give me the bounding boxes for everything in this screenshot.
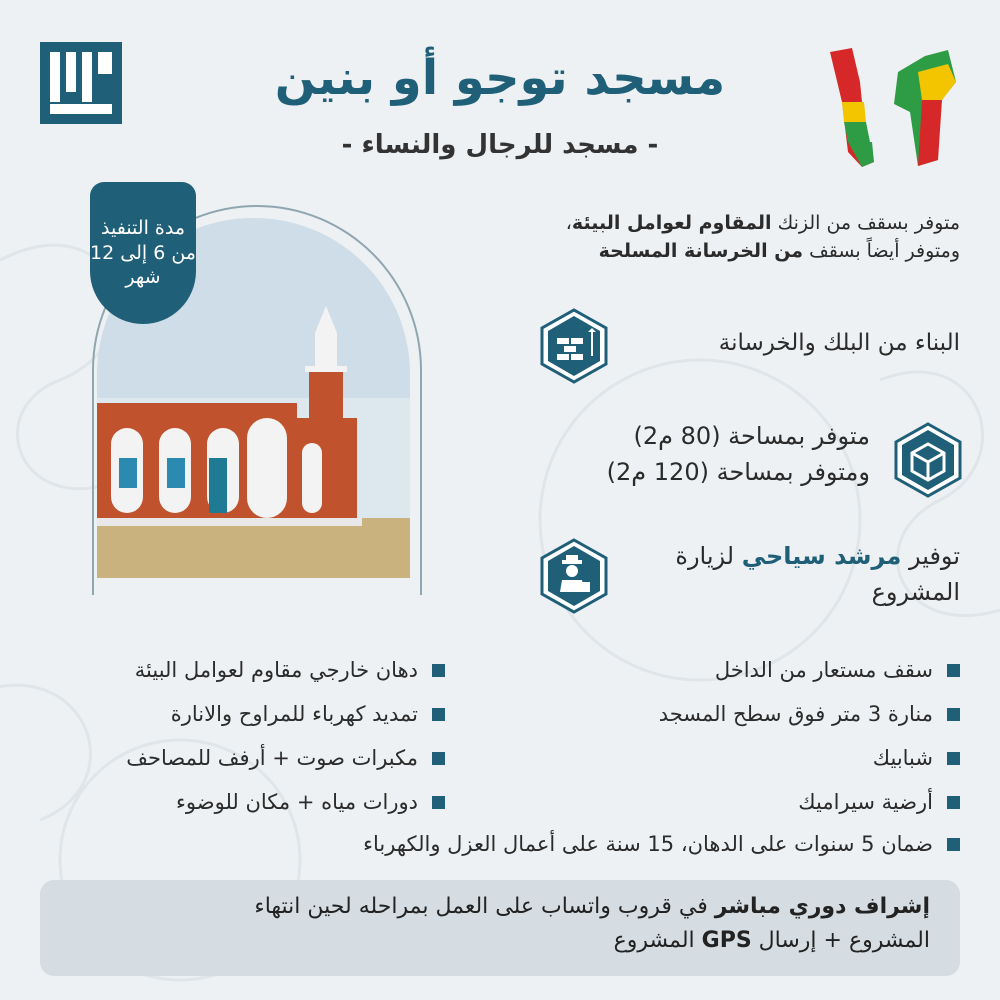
list-item: سقف مستعار من الداخل xyxy=(540,648,960,692)
area-80: متوفر بمساحة (80 م2) xyxy=(633,422,870,450)
guide-bold: مرشد سياحي xyxy=(741,542,902,570)
bullet-square-icon xyxy=(432,796,445,809)
roof-zinc-text: متوفر بسقف من الزنك xyxy=(771,212,960,234)
bullet-square-icon xyxy=(947,664,960,677)
duration-label: مدة التنفيذ xyxy=(101,216,185,239)
duration-badge xyxy=(90,182,196,324)
gps-bold: GPS xyxy=(701,928,752,954)
bullet-square-icon xyxy=(947,752,960,765)
warranty-row xyxy=(60,822,960,866)
bullet-square-icon xyxy=(947,796,960,809)
list-item: دهان خارجي مقاوم لعوامل البيئة xyxy=(25,648,445,692)
supervision-bold: إشراف دوري مباشر xyxy=(714,894,930,919)
list-item xyxy=(60,822,960,866)
roof-comma: ، xyxy=(565,212,572,234)
duration-unit: شهر xyxy=(125,266,161,289)
bullets-left xyxy=(25,648,445,824)
bullet-square-icon xyxy=(947,708,960,721)
guide-suffix: لزيارة xyxy=(675,542,742,570)
benin-flag-map xyxy=(894,50,956,166)
roof-options xyxy=(490,210,960,265)
gps-suffix: المشروع xyxy=(613,928,702,954)
cube-icon xyxy=(894,422,962,498)
bullet-square-icon xyxy=(432,752,445,765)
duration-range: من 6 إلى 12 xyxy=(90,241,196,264)
flags-map-icon xyxy=(830,42,960,177)
list-item: دورات مياه + مكان للوضوء xyxy=(25,780,445,824)
guide-project: المشروع xyxy=(871,578,960,606)
page-title: مسجد توجو أو بنين xyxy=(274,50,726,106)
warranty-text: ضمان 5 سنوات على الدهان، 15 سنة على أعمال العزل والكهرباء xyxy=(363,831,933,856)
feature-construction: البناء من البلك والخرسانة xyxy=(718,330,960,356)
bricks-icon xyxy=(540,308,608,384)
bullet-square-icon xyxy=(947,838,960,851)
guide-prefix: توفير xyxy=(901,542,960,570)
roof-zinc-bold: المقاوم لعوامل البيئة xyxy=(571,212,772,234)
list-item: أرضية سيراميك xyxy=(540,780,960,824)
list-item: منارة 3 متر فوق سطح المسجد xyxy=(540,692,960,736)
togo-flag-map xyxy=(830,48,874,167)
list-item: شبابيك xyxy=(540,736,960,780)
bullet-square-icon xyxy=(432,708,445,721)
supervision-text: في قروب واتساب على العمل بمراحله لحين انتهاء xyxy=(254,894,715,919)
logo-icon xyxy=(40,42,122,124)
feature-guide xyxy=(675,538,960,610)
page-subtitle: - مسجد للرجال والنساء - xyxy=(341,130,659,160)
list-item: تمديد كهرباء للمراوح والانارة xyxy=(25,692,445,736)
bullets-right xyxy=(540,648,960,824)
gps-prefix: المشروع + إرسال xyxy=(751,928,930,954)
feature-area xyxy=(607,418,870,490)
bullet-square-icon xyxy=(432,664,445,677)
roof-concrete-bold: من الخرسانة المسلحة xyxy=(598,239,804,262)
list-item: مكبرات صوت + أرفف للمصاحف xyxy=(25,736,445,780)
area-120: ومتوفر بمساحة (120 م2) xyxy=(606,458,870,486)
supervision-box xyxy=(40,880,960,976)
tour-guide-icon xyxy=(540,538,608,614)
roof-concrete-text: ومتوفر أيضاً بسقف xyxy=(803,239,960,262)
